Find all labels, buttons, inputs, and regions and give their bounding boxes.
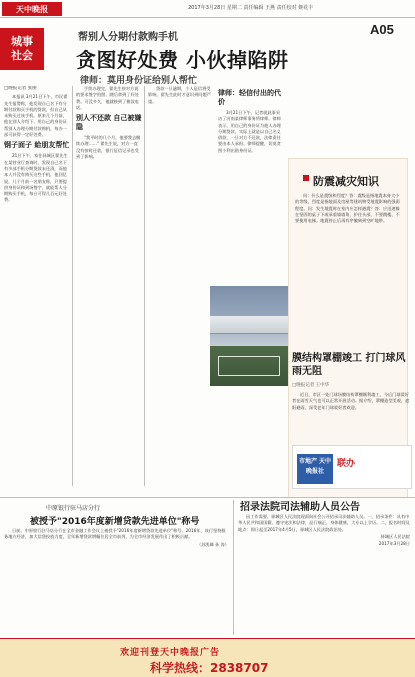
column-rule	[233, 500, 234, 635]
ad-slogan: 联办	[337, 459, 356, 469]
footer-slogan: 欢迎刊登天中晚报广告	[120, 648, 221, 658]
notice-date: 2017年3月28日	[378, 541, 410, 547]
ad-badge: 市地产 天中晚报社	[297, 454, 333, 484]
lead-paragraph: 3月21日下午，记者就此事采访了河南某律师事务所律师。律师表示，用自己的身份证为他人办理分期贷款，实际上就是以自己名义借款，一旦对方不还款，法律责任要由本人承担。律师提醒，切莫贪图小利出借身份证。	[218, 110, 281, 153]
tips-body	[295, 193, 403, 353]
bank-kicker: 中原银行驻马店分行	[46, 505, 101, 512]
lead-column-2	[76, 86, 142, 486]
story2-byline: □晚报记者 王中华	[292, 383, 330, 388]
lead-column-1	[4, 86, 70, 486]
lead-paragraph: 21日下午，家住驿城区翟先生在某营业厅查询时，发现自己名下有多部手机分期贷款未还清，而他本人并没有购买这些手机。他回忆说，几个月前一名朋友称，只要提供身份证和到场签字，就能帮人分期购买手机，每台可得几百元好处费。	[4, 153, 68, 203]
column-rule	[72, 86, 73, 486]
lead-minihead-2: 别人不还款 自己被嫌隐	[76, 114, 142, 132]
notice-headline: 招录法院司法辅助人员公告	[240, 502, 360, 513]
ad-box	[292, 445, 412, 489]
court-lines	[218, 356, 280, 376]
story2-paragraph: 近日，市区一处门球场膜结构罩棚顺利竣工，今后门球爱好者在雨雪天气也可以正常开展活动。据介绍，罩棚造型美观，遮阳避雨，深受老年门球爱好者欢迎。	[292, 392, 410, 410]
notice-signature: 驿城区人民法院	[380, 533, 410, 539]
tips-paragraph: 问：什么是震级和烈度？答：震级是指地震本身大小的等级，烈度是指地面及房屋等建筑物受地震影响的强弱程度。问：发生地震时在室内应怎样避震？答：应迅速躲在坚固的桌子下或承重墙墙角，护住头部，不要跳楼，不要使用电梯。地震停止后再有序撤离到空旷地带。	[295, 193, 400, 224]
bank-body	[4, 528, 229, 632]
lead-byline: □晚报记者 张丽	[4, 86, 37, 91]
page-number: A05	[370, 22, 394, 37]
lead-headline: 贪图好处费 小伙掉陷阱	[76, 48, 289, 72]
bank-headline: 被授予"2016年度新增贷款先进单位"称号	[30, 517, 200, 527]
lead-minihead-1: 钢子面子 給朋友帮忙	[4, 141, 70, 150]
column-rule	[144, 86, 145, 486]
lead-paragraph: 手续办理完，翟先生按对方说的要求签字拍照，随后拿到了好处费。可没多久，他就接到了催款电话。	[76, 86, 139, 110]
masthead-rule	[0, 17, 415, 18]
masthead	[0, 0, 415, 22]
lead-subhead: 律师：莫用身份证给别人帮忙	[80, 76, 198, 86]
bank-byline: （苏凯峰 孙 涛）	[197, 541, 229, 547]
lead-paragraph: 本报讯 3月21日下午，市民翟先生报警称，他发现自己名下有分期付款购买手机的贷款，但自己从未购买过该手机。原来几个月前，他在别人介绍下，用自己的身份证帮别人办理分期付款购机，每办一部可获得一定好处费。	[4, 94, 68, 138]
story2-body	[292, 392, 410, 442]
notice-paragraph: 因工作需要，驿城区人民法院现面向社会公开招录司法辅助人员。一、招录条件：具有中华人民共和国国籍，遵守宪法和法律，品行端正，身体健康，大专以上学历。二、报名时间及地点：即日起至2017年4月5日，驿城区人民法院政治处。	[238, 514, 410, 532]
canopy-roof	[210, 316, 288, 334]
lead-minihead-3: 律师：轻信付出的代价	[218, 89, 281, 106]
lead-column-4	[218, 86, 284, 276]
lead-paragraph: "我平时的几个月，他要我去继续办理……" 翟先生说，对方一直没有按时还款，银行征信记录也受到了影响。	[76, 135, 141, 160]
lead-column-3	[148, 86, 214, 276]
section-tag: 城事 社会	[0, 28, 44, 70]
lead-paragraph: 贷款一旦逾期，个人征信将受影响，翟先生此时才意识到问题严重。	[148, 86, 211, 104]
bank-paragraph: 日前，中原银行驻马店分行在全市金融工作会议上被授予"2016年度新增贷款先进单位"称号。2016年，该行坚持服务地方经济，加大信贷投放力度，全年新增贷款增幅位居全市前列，为全市经济发展作出了积极贡献。	[4, 528, 226, 540]
newspaper-logo: 天中晚报	[2, 2, 62, 16]
footer-ad	[0, 638, 415, 677]
lead-kicker: 帮别人分期付款购手机	[78, 32, 178, 43]
canopy-photo	[210, 286, 288, 386]
dateline: 2017年3月28日 星期二 责任编辑 王燕 责任校对 姬花丰	[188, 5, 314, 11]
footer-hotline: 科学热线：2838707	[150, 661, 269, 675]
notice-body	[238, 514, 410, 626]
tips-title: 防震减灾知识	[313, 175, 379, 188]
story2-headline: 膜结构罩棚竣工 打门球风雨无阻	[292, 353, 406, 377]
